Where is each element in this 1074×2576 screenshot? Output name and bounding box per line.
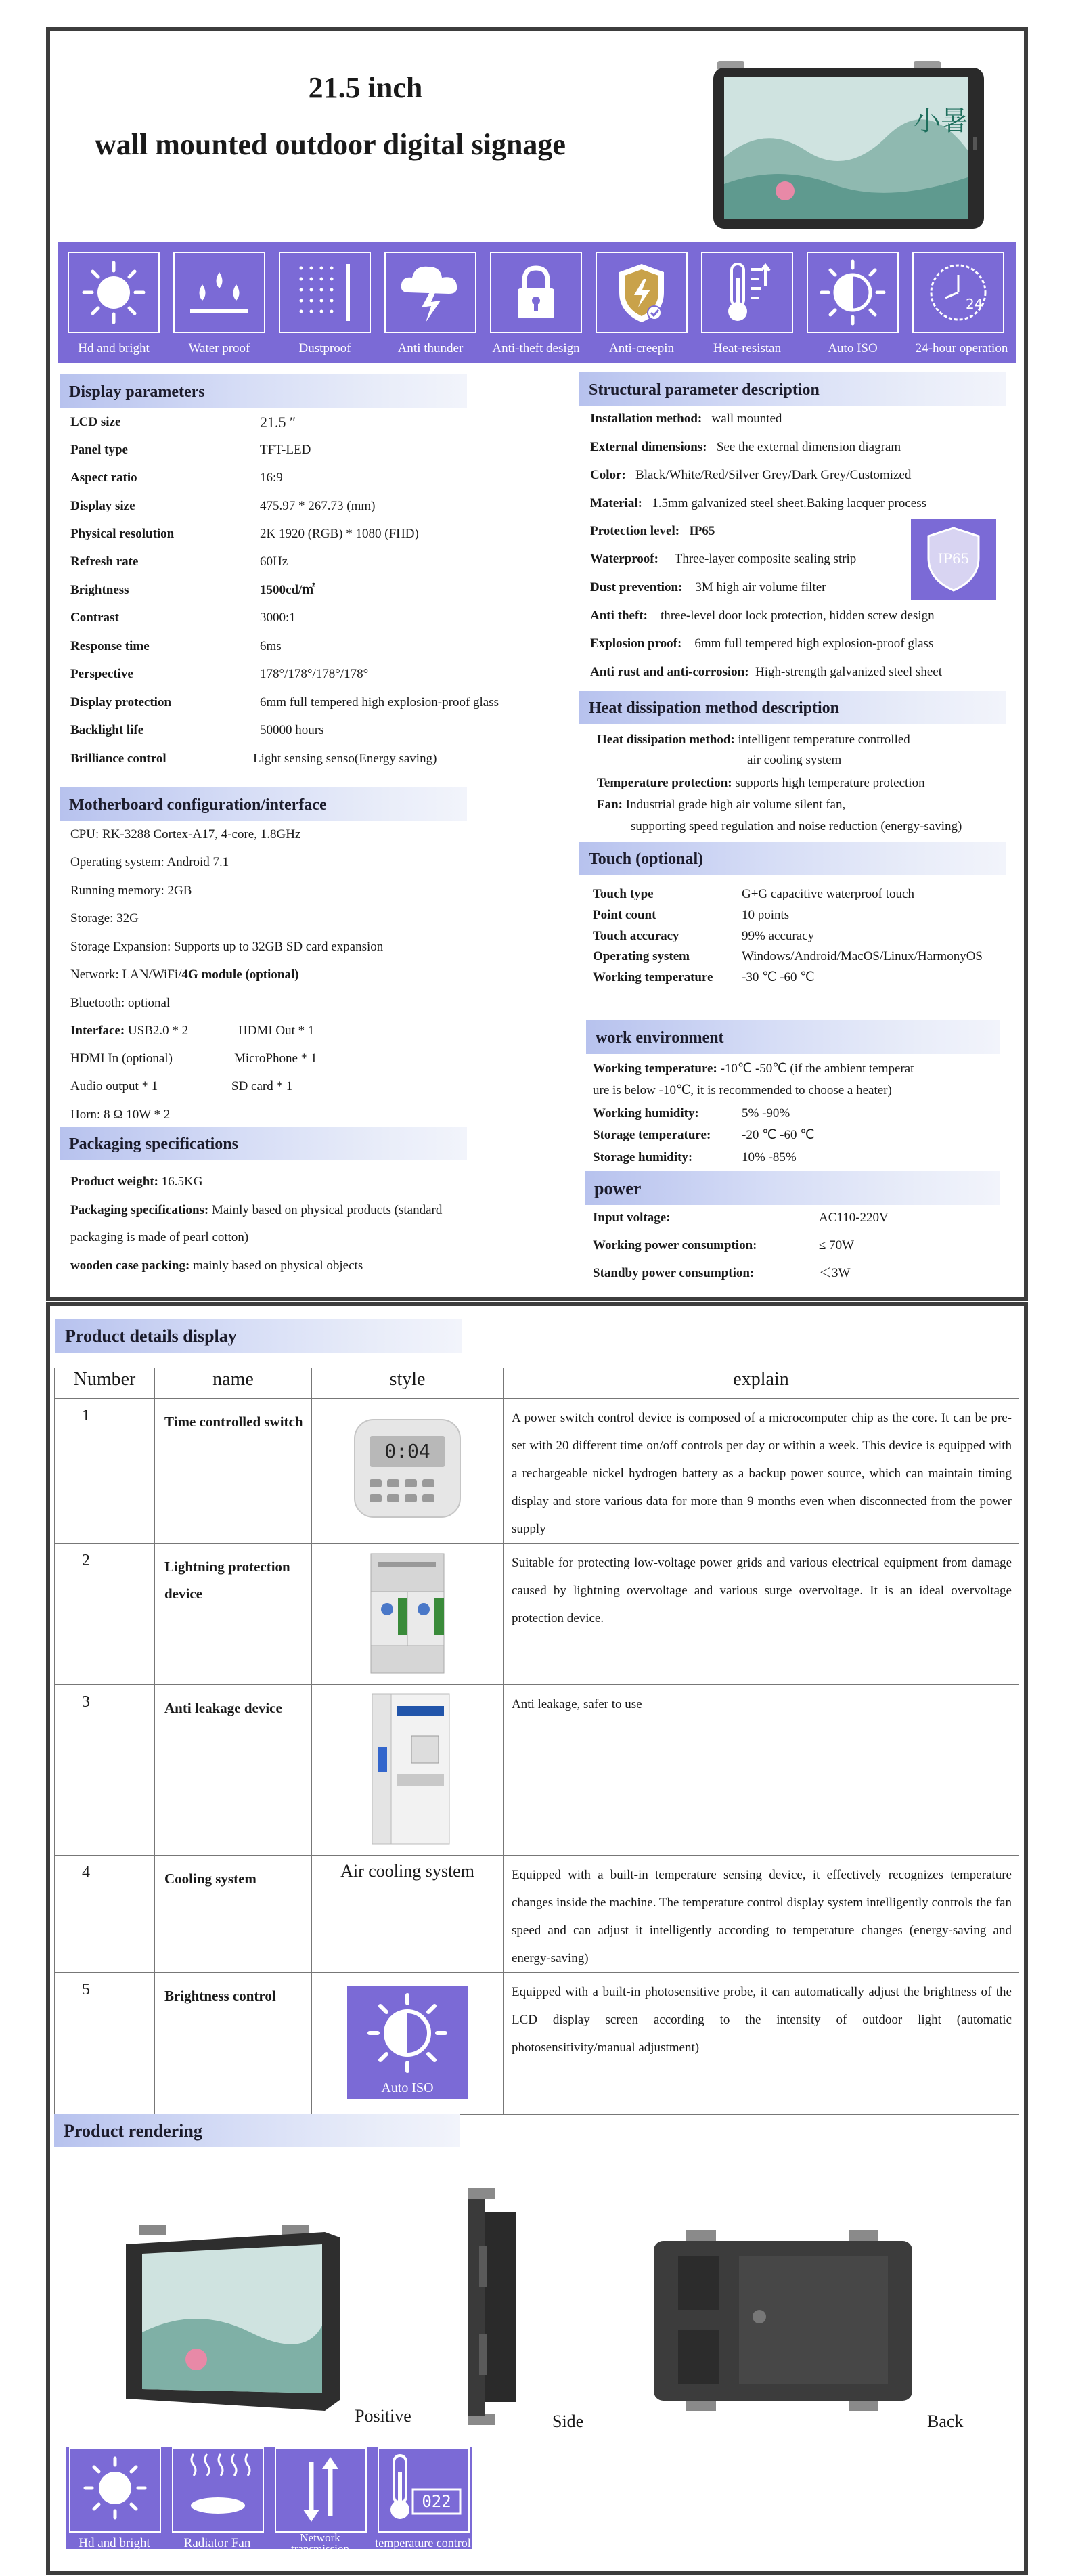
touch-value: 10 points bbox=[742, 908, 790, 922]
touch-value: 99% accuracy bbox=[742, 929, 815, 943]
table-row bbox=[55, 1685, 1019, 1856]
pkg-weight-label: Product weight: bbox=[70, 1175, 158, 1189]
pkg-wood-label: wooden case packing: bbox=[70, 1259, 190, 1273]
feature-anti-theft bbox=[490, 252, 582, 333]
sun-icon bbox=[76, 259, 151, 326]
display-parameters-header: Display parameters bbox=[60, 374, 467, 408]
power-label: Input voltage: bbox=[593, 1210, 671, 1225]
thermometer-icon bbox=[710, 259, 784, 326]
feature-auto-iso bbox=[807, 252, 899, 333]
auto-iso-label: Auto ISO bbox=[381, 2080, 434, 2095]
feature-label: Auto ISO bbox=[828, 341, 878, 355]
feature-bar bbox=[58, 242, 1016, 363]
struct-row bbox=[590, 579, 826, 596]
feature-label: Anti thunder bbox=[397, 341, 464, 355]
struct-value: three-level door lock protection, hidden screw design bbox=[660, 609, 935, 623]
param-label: Response time bbox=[70, 639, 150, 653]
product-image-top bbox=[711, 56, 995, 232]
feature-24-hour bbox=[912, 252, 1004, 333]
bottom-feature-label: temperature control bbox=[375, 2536, 471, 2550]
param-value: Light sensing senso(Energy saving) bbox=[253, 751, 437, 766]
param-label: Brilliance control bbox=[70, 751, 166, 766]
struct-label: Waterproof: bbox=[590, 552, 658, 566]
environment-header: work environment bbox=[586, 1020, 1000, 1054]
water-drops-icon bbox=[182, 259, 256, 326]
motherboard-header: Motherboard configuration/interface bbox=[60, 787, 467, 821]
ip65-badge bbox=[911, 519, 996, 600]
pkg-weight-value: 16.5KG bbox=[161, 1175, 203, 1189]
title-line-2: wall mounted outdoor digital signage bbox=[95, 128, 566, 161]
row-number: 5 bbox=[55, 1973, 155, 2115]
param-value: 50000 hours bbox=[260, 723, 324, 737]
table-row bbox=[55, 1544, 1019, 1685]
mb-os: Operating system: Android 7.1 bbox=[70, 855, 229, 869]
row-explain: A power switch control device is composed of a microcomputer chip as the core. It can be pre-set with 20 different time on/off controls per day or within a week. This device is equipped with a rechargeable nickel hydrogen battery as a backup power source, which can maintain timing display and store various data for more than 9 months even when disconnected from the power supply bbox=[504, 1399, 1019, 1544]
param-label: Physical resolution bbox=[70, 527, 175, 541]
render-back-image bbox=[651, 2229, 915, 2413]
row-style bbox=[312, 1685, 504, 1856]
param-value: 3000:1 bbox=[260, 611, 296, 625]
param-value: 6mm full tempered high explosion-proof glass bbox=[260, 695, 499, 710]
param-label: Perspective bbox=[70, 667, 133, 681]
row-name: Cooling system bbox=[155, 1856, 312, 1973]
table-header-row bbox=[55, 1368, 1019, 1399]
col-number: Number bbox=[55, 1368, 155, 1399]
feature-label: Anti-theft design bbox=[492, 341, 580, 355]
struct-value: IP65 bbox=[689, 524, 715, 538]
product-rendering-header: Product rendering bbox=[54, 2114, 460, 2147]
param-label: Display size bbox=[70, 499, 135, 513]
power-label: Working power consumption: bbox=[593, 1238, 757, 1252]
struct-value: High-strength galvanized steel sheet bbox=[755, 665, 942, 679]
struct-row bbox=[590, 466, 911, 484]
clock-24-badge: 24 bbox=[966, 296, 983, 312]
timer-display: 0:04 bbox=[384, 1440, 430, 1462]
timer-device-image bbox=[313, 1399, 502, 1535]
lock-icon bbox=[499, 259, 573, 326]
param-label: Brightness bbox=[70, 583, 129, 597]
row-explain: Equipped with a built-in temperature sensing device, it effectively recognizes temperature changes inside the machine. The temperature control display system intelligently controls the fan speed and can adjust it intelligently according to temperature changes (energy-saving and energy-saving) bbox=[504, 1856, 1019, 1973]
render-side-image bbox=[449, 2185, 531, 2429]
clock-24-icon bbox=[921, 259, 995, 326]
env-work-temp bbox=[593, 1060, 914, 1078]
power-label: Standby power consumption: bbox=[593, 1266, 755, 1280]
row-style bbox=[312, 1973, 504, 2115]
param-label: Panel type bbox=[70, 443, 128, 457]
param-label: Display protection bbox=[70, 695, 172, 710]
col-name: name bbox=[155, 1368, 312, 1399]
mb-interface bbox=[70, 1022, 188, 1040]
struct-value: 6mm full tempered high explosion-proof glass bbox=[694, 636, 934, 651]
bottom-feature-bar bbox=[66, 2447, 472, 2555]
struct-value: 1.5mm galvanized steel sheet.Baking lacquer process bbox=[652, 496, 926, 510]
touch-value: G+G capacitive waterproof touch bbox=[742, 887, 914, 901]
param-value: 6ms bbox=[260, 639, 282, 653]
struct-value: wall mounted bbox=[711, 412, 782, 426]
render-side-label: Side bbox=[552, 2411, 584, 2431]
struct-label: Protection level: bbox=[590, 524, 680, 538]
feature-water-proof bbox=[173, 252, 265, 333]
struct-value: Three-layer composite sealing strip bbox=[674, 552, 857, 566]
mb-microphone: MicroPhone * 1 bbox=[234, 1051, 317, 1066]
pkg-weight bbox=[70, 1173, 202, 1191]
pkg-spec bbox=[70, 1202, 442, 1219]
thunder-cloud-icon bbox=[393, 259, 468, 326]
feature-label: 24-hour operation bbox=[915, 341, 1008, 355]
heat-temp-label: Temperature protection: bbox=[597, 776, 732, 790]
row-name: Time controlled switch bbox=[155, 1399, 312, 1544]
touch-value: -30 ℃ -60 ℃ bbox=[742, 970, 815, 984]
param-value: 475.97 * 267.73 (mm) bbox=[260, 499, 376, 513]
mb-hdmi-in: HDMI In (optional) bbox=[70, 1051, 173, 1066]
row-explain: Anti leakage, safer to use bbox=[504, 1685, 1019, 1856]
env-value: -20 ℃ -60 ℃ bbox=[742, 1128, 815, 1142]
env-value: 5% -90% bbox=[742, 1106, 790, 1120]
bottom-feature-label-line1: Network bbox=[300, 2531, 340, 2544]
struct-row bbox=[590, 663, 942, 681]
screen-glyph: 小暑 bbox=[914, 106, 968, 137]
sun-icon bbox=[70, 2449, 160, 2531]
mb-hdmi-out: HDMI Out * 1 bbox=[238, 1024, 315, 1038]
feature-anti-thunder bbox=[384, 252, 476, 333]
row-name: Anti leakage device bbox=[155, 1685, 312, 1856]
param-value: 1500cd/㎡ bbox=[260, 583, 315, 597]
touch-label: Touch accuracy bbox=[593, 929, 679, 943]
heat-method-label: Heat dissipation method: bbox=[597, 733, 735, 747]
pkg-wood bbox=[70, 1257, 363, 1275]
struct-label: Dust prevention: bbox=[590, 580, 683, 594]
feature-label: Hd and bright bbox=[78, 341, 150, 355]
bottom-feature-label: Hd and bright bbox=[79, 2536, 150, 2550]
param-label: Refresh rate bbox=[70, 554, 139, 569]
feature-label: Dustproof bbox=[298, 341, 351, 355]
mb-network-bold: 4G module (optional) bbox=[181, 967, 299, 982]
mb-interface-label: Interface: bbox=[70, 1024, 125, 1038]
half-sun-icon bbox=[815, 259, 890, 326]
power-header: power bbox=[585, 1171, 1000, 1205]
row-number: 2 bbox=[55, 1544, 155, 1685]
row-style: Air cooling system bbox=[312, 1856, 504, 1973]
mb-interface-value: USB2.0 * 2 bbox=[127, 1024, 189, 1038]
product-details-table bbox=[54, 1368, 1019, 2115]
bottom-feature-label-line2: transmission bbox=[291, 2542, 349, 2555]
packaging-header: Packaging specifications bbox=[60, 1127, 467, 1160]
network-arrows-icon bbox=[276, 2449, 365, 2531]
struct-row bbox=[590, 607, 935, 625]
heat-fan bbox=[597, 796, 845, 814]
render-positive-label: Positive bbox=[355, 2406, 411, 2426]
col-style: style bbox=[312, 1368, 504, 1399]
struct-label: Installation method: bbox=[590, 412, 702, 426]
mb-sd: SD card * 1 bbox=[231, 1079, 293, 1093]
mb-storage: Storage: 32G bbox=[70, 911, 139, 925]
row-name: Brightness control bbox=[155, 1973, 312, 2115]
param-value: TFT-LED bbox=[260, 443, 311, 457]
table-row bbox=[55, 1399, 1019, 1544]
mb-cpu: CPU: RK-3288 Cortex-A17, 4-core, 1.8GHz bbox=[70, 827, 301, 842]
power-value: ≤ 70W bbox=[819, 1238, 855, 1252]
mb-bluetooth: Bluetooth: optional bbox=[70, 996, 171, 1010]
struct-row bbox=[590, 635, 933, 653]
struct-label: Anti theft: bbox=[590, 609, 648, 623]
heat-method-line2: air cooling system bbox=[747, 753, 842, 767]
pkg-spec-line2: packaging is made of pearl cotton) bbox=[70, 1230, 249, 1244]
struct-label: External dimensions: bbox=[590, 440, 707, 454]
bottom-feature-network bbox=[275, 2447, 367, 2533]
mb-network-prefix: Network: LAN/WiFi/ bbox=[70, 967, 182, 982]
pkg-spec-label: Packaging specifications: bbox=[70, 1203, 209, 1217]
struct-row bbox=[590, 439, 901, 456]
env-label: Working humidity: bbox=[593, 1106, 699, 1120]
bottom-feature-temp bbox=[378, 2447, 470, 2533]
pkg-spec-value: Mainly based on physical products (standard bbox=[212, 1203, 443, 1217]
env-value: 10% -85% bbox=[742, 1150, 797, 1164]
radiator-fan-icon bbox=[173, 2449, 263, 2531]
env-work-temp-label: Working temperature: bbox=[593, 1062, 717, 1076]
heat-method-value: intelligent temperature controlled bbox=[738, 733, 910, 747]
table-row bbox=[55, 1856, 1019, 1973]
heat-temp-value: supports high temperature protection bbox=[735, 776, 925, 790]
param-value: 21.5 ″ bbox=[260, 414, 296, 431]
ip-badge-text: IP65 bbox=[937, 550, 970, 567]
feature-label: Heat-resistan bbox=[713, 341, 782, 355]
feature-heat-resistan bbox=[701, 252, 793, 333]
ip-shield-icon bbox=[911, 519, 996, 600]
auto-iso-tile bbox=[347, 1986, 468, 2099]
dust-grid-icon bbox=[288, 259, 362, 326]
bottom-feature-label: Radiator Fan bbox=[183, 2536, 251, 2550]
thermometer-display-icon bbox=[379, 2449, 468, 2531]
row-style bbox=[312, 1544, 504, 1685]
row-number: 3 bbox=[55, 1685, 155, 1856]
feature-dustproof bbox=[279, 252, 371, 333]
power-value: AC110-220V bbox=[819, 1210, 889, 1225]
param-value: 60Hz bbox=[260, 554, 288, 569]
param-label: Contrast bbox=[70, 611, 119, 625]
param-label: Aspect ratio bbox=[70, 471, 137, 485]
touch-label: Point count bbox=[593, 908, 656, 922]
struct-row bbox=[590, 550, 856, 568]
struct-value: See the external dimension diagram bbox=[716, 440, 901, 454]
heat-header: Heat dissipation method description bbox=[579, 691, 1006, 724]
row-name: Lightning protection device bbox=[155, 1544, 312, 1685]
table-row bbox=[55, 1973, 1019, 2115]
struct-row bbox=[590, 410, 782, 428]
render-positive-image bbox=[122, 2224, 345, 2414]
feature-label: Water proof bbox=[188, 341, 250, 355]
mb-audio: Audio output * 1 bbox=[70, 1079, 158, 1093]
touch-value: Windows/Android/MacOS/Linux/HarmonyOS bbox=[742, 949, 983, 963]
struct-label: Color: bbox=[590, 468, 626, 482]
param-value: 2K 1920 (RGB) * 1080 (FHD) bbox=[260, 527, 419, 541]
heat-fan-line2: supporting speed regulation and noise reduction (energy-saving) bbox=[631, 819, 962, 833]
struct-value: Black/White/Red/Silver Grey/Dark Grey/Customized bbox=[635, 468, 912, 482]
struct-row bbox=[590, 523, 715, 540]
struct-value: 3M high air volume filter bbox=[695, 580, 826, 594]
heat-temp bbox=[597, 774, 925, 792]
env-label: Storage temperature: bbox=[593, 1128, 711, 1142]
param-value: 178°/178°/178°/178° bbox=[260, 667, 369, 681]
mb-expansion: Storage Expansion: Supports up to 32GB SD card expansion bbox=[70, 940, 384, 954]
title-line-1: 21.5 inch bbox=[308, 71, 423, 104]
heat-fan-label: Fan: bbox=[597, 798, 623, 812]
half-sun-icon bbox=[347, 1986, 468, 2080]
surge-protector-image bbox=[313, 1544, 502, 1680]
struct-label: Anti rust and anti-corrosion: bbox=[590, 665, 749, 679]
col-explain: explain bbox=[504, 1368, 1019, 1399]
env-label: Storage humidity: bbox=[593, 1150, 693, 1164]
breaker-image bbox=[313, 1686, 502, 1848]
row-number: 1 bbox=[55, 1399, 155, 1544]
row-style bbox=[312, 1399, 504, 1544]
row-number: 4 bbox=[55, 1856, 155, 1973]
row-explain: Equipped with a built-in photosensitive probe, it can automatically adjust the brightness of the LCD display screen according to the intensity of outdoor light (automatic photosensitivity/manual adjustment) bbox=[504, 1973, 1019, 2115]
power-value: ＜3W bbox=[819, 1266, 851, 1280]
struct-row bbox=[590, 495, 926, 512]
feature-hd-bright bbox=[68, 252, 160, 333]
heat-method bbox=[597, 731, 910, 749]
touch-header: Touch (optional) bbox=[579, 842, 1006, 875]
mb-network bbox=[70, 966, 299, 984]
struct-label: Explosion proof: bbox=[590, 636, 682, 651]
mb-memory: Running memory: 2GB bbox=[70, 883, 192, 898]
touch-label: Touch type bbox=[593, 887, 654, 901]
heat-fan-value: Industrial grade high air volume silent fan, bbox=[625, 798, 846, 812]
product-details-header: Product details display bbox=[55, 1319, 462, 1353]
touch-label: Operating system bbox=[593, 949, 690, 963]
mb-horn: Horn: 8 Ω 10W * 2 bbox=[70, 1108, 171, 1122]
param-label: LCD size bbox=[70, 415, 121, 429]
temp-display: 022 bbox=[422, 2492, 451, 2511]
env-work-temp-line2: ure is below -10℃, it is recommended to choose a heater) bbox=[593, 1083, 892, 1097]
shield-icon bbox=[604, 259, 679, 326]
feature-label: Anti-creepin bbox=[608, 341, 674, 355]
bottom-feature-fan bbox=[172, 2447, 264, 2533]
render-back-label: Back bbox=[927, 2411, 964, 2431]
param-label: Backlight life bbox=[70, 723, 144, 737]
structural-header: Structural parameter description bbox=[579, 372, 1006, 406]
env-work-temp-value: -10℃ -50℃ (if the ambient temperat bbox=[720, 1062, 914, 1076]
pkg-wood-value: mainly based on physical objects bbox=[193, 1259, 363, 1273]
feature-anti-creepin bbox=[596, 252, 688, 333]
row-explain: Suitable for protecting low-voltage power grids and various electrical equipment from damage caused by lightning overvoltage and various surge overvoltage. It is an ideal overvoltage protection device. bbox=[504, 1544, 1019, 1685]
param-value: 16:9 bbox=[260, 471, 283, 485]
touch-label: Working temperature bbox=[593, 970, 713, 984]
bottom-feature-label bbox=[269, 2533, 371, 2554]
bottom-feature-hd bbox=[69, 2447, 161, 2533]
struct-label: Material: bbox=[590, 496, 643, 510]
